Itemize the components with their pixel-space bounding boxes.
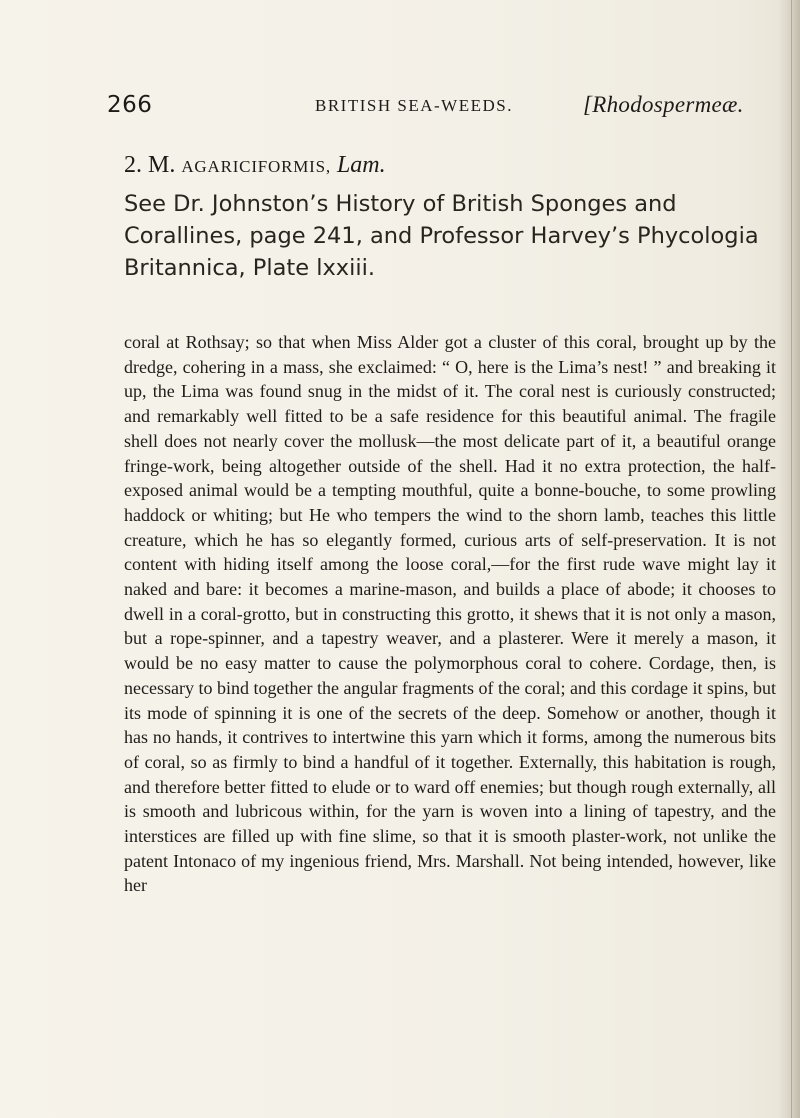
- species-epithet: AGARICIFORMIS,: [181, 157, 331, 176]
- reference-note-text: See Dr. Johnston’s History of British Sponges and Corallines, page 241, and Professor Harvey’s Phycologia Britannica, Plate lxxiii.: [124, 191, 759, 281]
- page-edge-line: [791, 0, 792, 1118]
- species-authority: Lam.: [336, 152, 386, 178]
- body-text: [124, 330, 776, 898]
- page-edge-shadow: [778, 0, 800, 1118]
- book-title: BRITISH SEA-WEEDS.: [315, 96, 513, 115]
- reference-note: [124, 188, 780, 284]
- page-number: 266: [107, 92, 153, 118]
- species-genus-initial: M.: [148, 152, 176, 178]
- species-number: 2.: [124, 152, 142, 178]
- running-head: [107, 92, 767, 124]
- body-paragraph: coral at Rothsay; so that when Miss Alder got a cluster of this coral, brought up by the dredge, cohering in a mass, she exclaimed: “ O, here is the Lima’s nest! ” and breaking it up, the Lima was found snug in the midst of it. The coral nest is curiously constructed; and remarkably well fitted to be a safe residence for this beautiful animal. The fragile shell does not nearly cover the mollusk—the most delicate part of it, a beautiful orange fringe-work, being altogether outside of the shell. Had it no extra protection, the half-exposed animal would be a tempting mouthful, quite a bonne-bouche, to some prowling haddock or whiting; but He who tempers the wind to the shorn lamb, teaches this little creature, which he has so elegantly formed, curious arts of self-preservation. It is not content with hiding itself among the loose coral,—for the first rude wave might lay it naked and bare: it becomes a marine-mason, and builds a place of abode; it chooses to dwell in a coral-grotto, but in constructing this grotto, it shews that it is not only a mason, but a rope-spinner, and a tapestry weaver, and a plasterer. Were it merely a mason, it would be no easy matter to cause the polymorphous coral to cohere. Cordage, then, is necessary to bind together the angular fragments of the coral; and this cordage it spins, but its mode of spinning it is one of the secrets of the deep. Somehow or another, though it has no hands, it contrives to intertwine this yarn which it forms, among the numerous bits of coral, so as firmly to bind a handful of it together. Externally, this habitation is rough, and therefore better fitted to elude or to ward off enemies; but though rough externally, all is smooth and lubricous within, for the yarn is woven into a lining of tapestry, and the interstices are filled up with fine slime, so that it is smooth plaster-work, not unlike the patent Intonaco of my ingenious friend, Mrs. Marshall. Not being intended, however, like her: [124, 332, 776, 896]
- species-heading: [124, 152, 386, 179]
- section-title: [Rhodospermeæ.: [583, 92, 744, 117]
